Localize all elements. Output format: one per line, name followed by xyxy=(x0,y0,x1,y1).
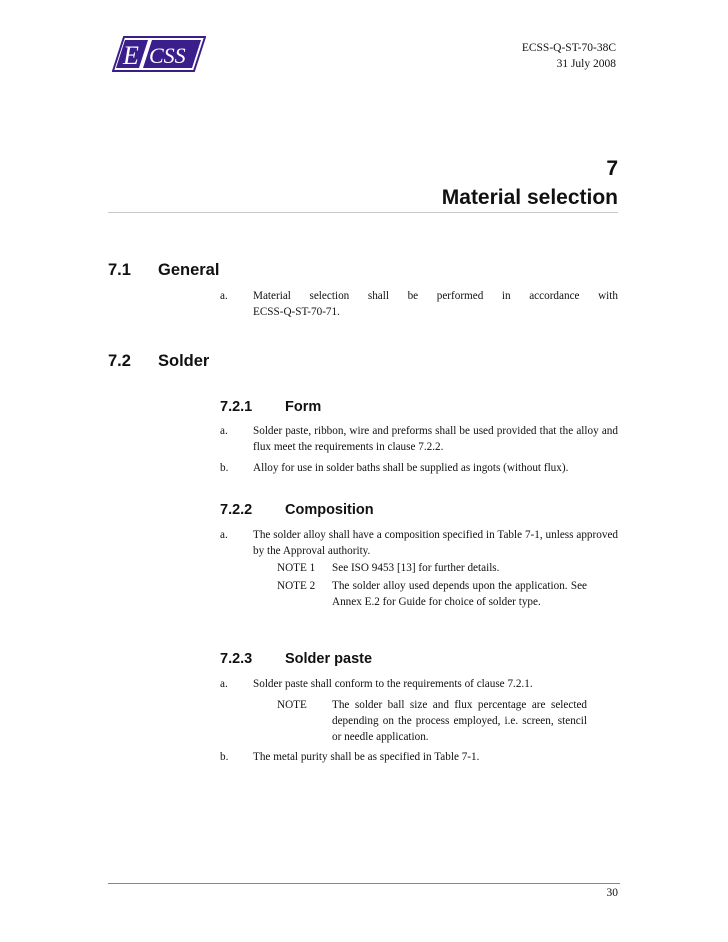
item-label: a. xyxy=(220,529,228,541)
item-text-line2: ECSS-Q-ST-70-71. xyxy=(253,306,340,318)
item-text: Solder paste shall conform to the requirements of clause 7.2.1. xyxy=(253,678,533,690)
page-number: 30 xyxy=(606,887,618,899)
section-7-2-title: Solder xyxy=(158,352,210,370)
section-7-2-3-title: Solder paste xyxy=(285,651,373,667)
section-7-2-2-note-2 xyxy=(277,578,587,628)
item-label: b. xyxy=(220,462,229,474)
section-7-2-number: 7.2 xyxy=(108,352,131,370)
ecss-logo xyxy=(112,36,206,72)
section-7-1-title: General xyxy=(158,261,220,279)
chapter-divider xyxy=(108,212,618,213)
section-7-2-1-item-b xyxy=(220,460,618,478)
document-id: ECSS-Q-ST-70-38C xyxy=(521,42,616,54)
section-7-2-1-title: Form xyxy=(285,399,322,415)
note-text: See ISO 9453 [13] for further details. xyxy=(332,562,500,574)
chapter-title: Material selection xyxy=(441,186,618,209)
section-7-1-number: 7.1 xyxy=(108,261,131,279)
item-text: Solder paste, ribbon, wire and preforms shall be used provided that the alloy and flux meet the requirements in clause 7.2.2. xyxy=(253,425,618,453)
footer-divider xyxy=(108,883,620,884)
item-label: a. xyxy=(220,290,228,302)
section-7-2-1-item-a xyxy=(220,423,618,457)
note-label: NOTE xyxy=(277,699,307,711)
chapter-number: 7 xyxy=(606,157,618,180)
section-7-1-item-a xyxy=(220,288,618,322)
item-text: The solder alloy shall have a composition specified in Table 7-1, unless approved by the Approval authority. xyxy=(253,529,618,557)
section-7-2-3-item-b xyxy=(220,749,618,767)
section-7-2-2-item-a xyxy=(220,527,618,561)
section-7-2-2-note-1 xyxy=(277,560,587,578)
note-text: The solder ball size and flux percentage are selected depending on the process employed, i.e. screen, stencil or needle application. xyxy=(332,699,587,743)
item-text-line1: Material selection shall be performed in accordance with xyxy=(253,290,618,302)
item-text: The metal purity shall be as specified in Table 7-1. xyxy=(253,751,480,763)
svg-text:CSS: CSS xyxy=(149,43,186,68)
note-text: The solder alloy used depends upon the application. See Annex E.2 for Guide for choice of solder type. xyxy=(332,580,587,608)
section-7-2-3-note xyxy=(277,697,587,747)
section-7-2-3-item-a xyxy=(220,676,618,694)
note-label: NOTE 1 xyxy=(277,562,316,574)
svg-text:E: E xyxy=(123,41,139,70)
item-label: a. xyxy=(220,678,228,690)
section-7-2-2-title: Composition xyxy=(285,502,374,518)
section-7-2-1-number: 7.2.1 xyxy=(220,399,253,415)
item-text: Alloy for use in solder baths shall be supplied as ingots (without flux). xyxy=(253,462,569,474)
section-7-2-2-number: 7.2.2 xyxy=(220,502,253,518)
document-date: 31 July 2008 xyxy=(556,58,616,70)
note-label: NOTE 2 xyxy=(277,580,316,592)
item-label: b. xyxy=(220,751,229,763)
section-7-2-3-number: 7.2.3 xyxy=(220,651,253,667)
item-label: a. xyxy=(220,425,228,437)
ecss-logo-graphic xyxy=(112,36,206,72)
